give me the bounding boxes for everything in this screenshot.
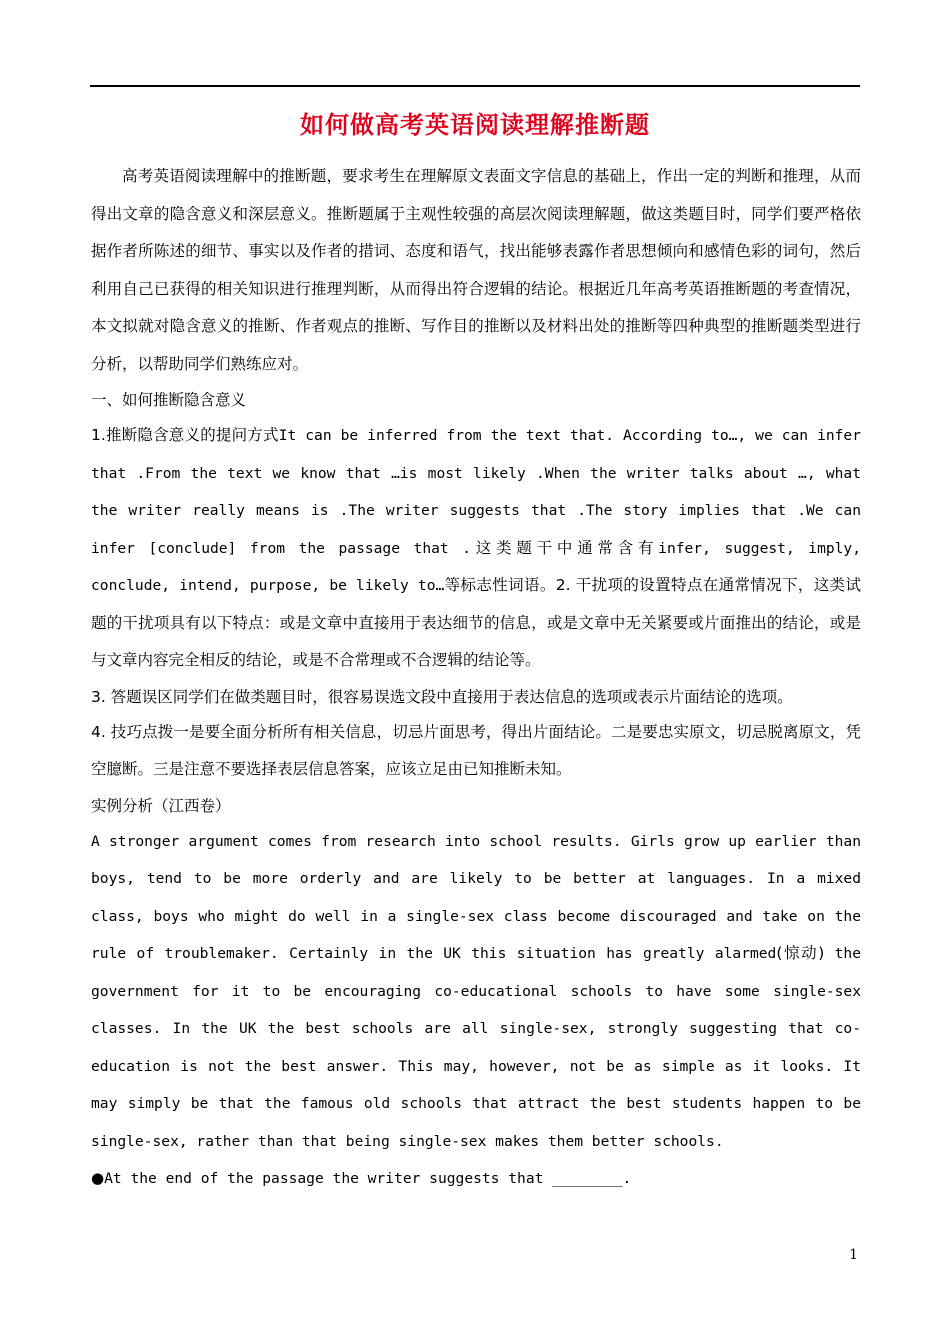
document-body (91, 158, 861, 1198)
header-rule (90, 85, 860, 87)
example-heading: 实例分析（江西卷） (91, 796, 231, 815)
passage-text-b: the government for it to be encouraging co-educational schools to have some single-sex classes. In the UK the best schools are all single-sex, strongly suggesting that co-education is not the best answer. This may, however, not be as simple as it looks. It may simply be that the famous old schools that attract the best students happen to be single-sex, rather than that being single-sex makes them better schools. (91, 945, 861, 1150)
page-number: 1 (849, 1247, 858, 1263)
passage-gloss: (惊动) (776, 944, 825, 962)
point-1-english-prompts: It can be inferred from the text that. According to…, we can infer that .From the text we know that …is most likely .When the writer talks about …, what the writer really means is .The writer suggests that .The story implies that .We can infer [conclude] from the passage that . (91, 427, 861, 557)
point-1-note-b: 等标志性词语。2. 干扰项的设置特点在通常情况下，这类试题的干扰项具有以下特点：或是文章中直接用于表达细节的信息，或是文章中无关紧要或片面推出的结论，或是与文章内容完全相反的结论，或是不合常理或不合逻辑的结论等。 (91, 576, 861, 669)
point-1-paragraph (91, 417, 861, 680)
passage-text-a: A stronger argument comes from research into school results. Girls grow up earlier than boys, tend to be more orderly and are likely to be better at languages. In a mixed class, boys who might do well in a single-sex class become discouraged and take on the rule of troublemaker. Certainly in the UK this situation has greatly alarmed (91, 832, 861, 962)
intro-paragraph: 高考英语阅读理解中的推断题，要求考生在理解原文表面文字信息的基础上，作出一定的判断和推理，从而得出文章的隐含意义和深层意义。推断题属于主观性较强的高层次阅读理解题，做这类题目时，同学们要严格依据作者所陈述的细节、事实以及作者的措词、态度和语气，找出能够表露作者思想倾向和感情色彩的词句，然后利用自己已获得的相关知识进行推理判断，从而得出符合逻辑的结论。根据近几年高考英语推断题的考查情况，本文拟就对隐含意义的推断、作者观点的推断、写作目的推断以及材料出处的推断等四种典型的推断题类型进行分析，以帮助同学们熟练应对。 (91, 167, 861, 373)
point-1-keywords: infer, suggest, imply, conclude, intend, purpose, be likely to… (91, 539, 861, 594)
example-passage (91, 823, 861, 1161)
bullet-icon: ● (91, 1169, 105, 1187)
document-title: 如何做高考英语阅读理解推断题 (300, 110, 650, 139)
point-1-prefix: 1.推断隐含意义的提问方式 (91, 426, 279, 444)
point-4-paragraph: 4. 技巧点拨一是要全面分析所有相关信息，切忌片面思考，得出片面结论。二是要忠实原文，切忌脱离原文，凭空臆断。三是注意不要选择表层信息答案，应该立足由已知推断未知。 (91, 722, 861, 778)
question-line (91, 1160, 861, 1198)
section-heading: 一、如何推断隐含意义 (91, 391, 247, 409)
question-text: At the end of the passage the writer suggests that ________. (104, 1170, 632, 1187)
point-1-note-a: 这类题干中通常含有 (471, 538, 659, 557)
point-3-paragraph: 3. 答题误区同学们在做类题目时，很容易误选文段中直接用于表达信息的选项或表示片面结论的选项。 (91, 687, 793, 706)
